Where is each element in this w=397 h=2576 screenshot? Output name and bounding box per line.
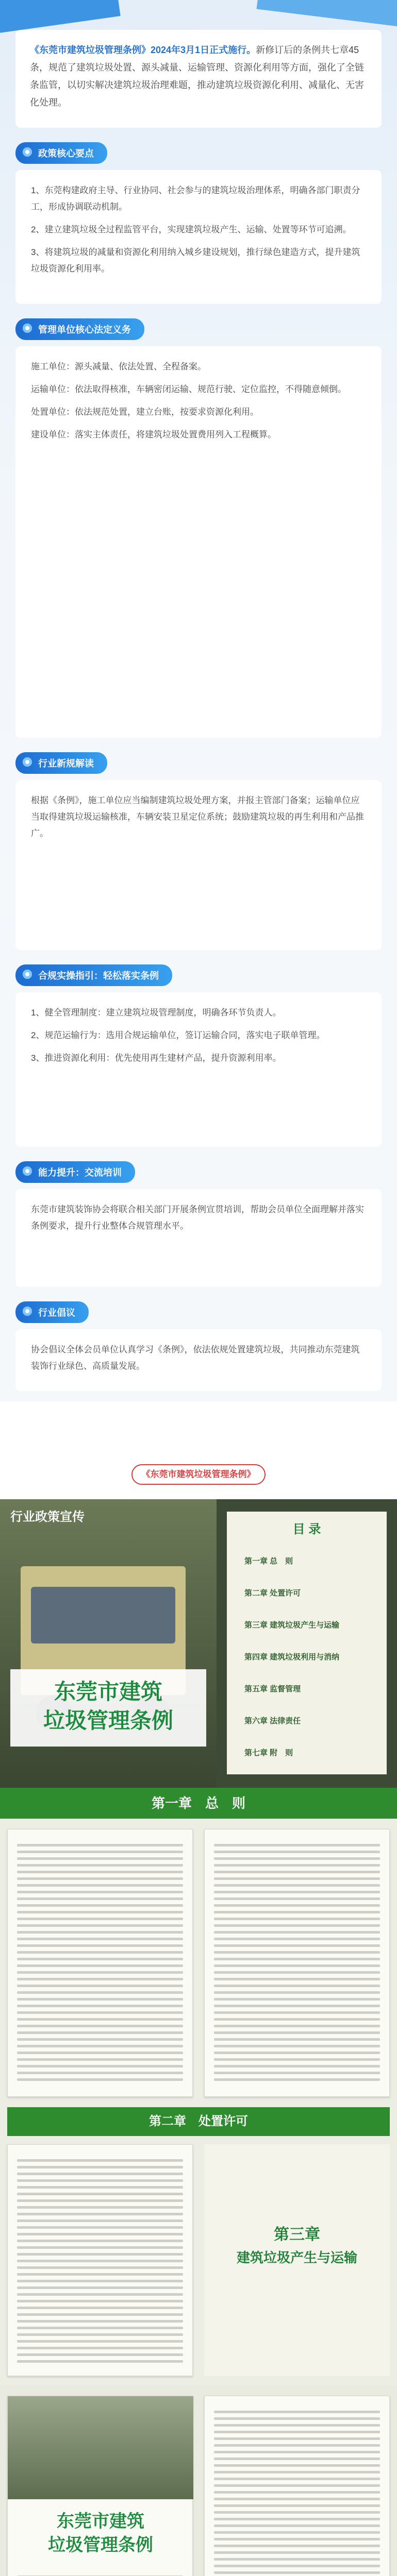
section-pill: 行业倡议 (15, 1301, 89, 1323)
section-3-header (15, 752, 382, 774)
book-page (7, 2144, 193, 2376)
intro-title: 《东莞市建筑垃圾管理条例》 (30, 45, 151, 55)
text-lines (17, 2155, 183, 2367)
toc-list (244, 1546, 339, 1769)
cover-title-2: 垃圾管理条例 (43, 1708, 173, 1733)
toc-title: 目 录 (292, 1522, 321, 1536)
text-lines (214, 2406, 380, 2576)
text-lines (17, 2571, 183, 2576)
section-4-card (15, 992, 382, 1147)
intro-date: 2024年3月1日正式施行。 (151, 45, 256, 55)
section-pill: 政策核心要点 (15, 142, 107, 164)
section-pill: 能力提升：交流培训 (15, 1161, 135, 1183)
book-page (204, 2396, 390, 2576)
intro-card (15, 30, 382, 128)
para: 2、建立建筑垃圾全过程监管平台，实现建筑垃圾产生、运输、处置等环节可追溯。 (31, 225, 352, 234)
para: 协会倡议全体会员单位认真学习《条例》，依法依规处置建筑垃圾，共同推动东莞建筑装饰行业绿色、高质量发展。 (31, 1345, 360, 1371)
para: 处置单位：依法规范处置，建立台账，按要求资源化利用。 (31, 407, 259, 417)
para: 1、东莞构建政府主导、行业协同、社会参与的建筑垃圾治理体系，明确各部门职责分工，形成协调联动机制。 (31, 185, 360, 212)
section-pill: 合规实操指引：轻松落实条例 (15, 964, 172, 986)
para: 3、推进资源化利用：优先使用再生建材产品，提升资源利用率。 (31, 1053, 282, 1063)
chapter-3-label: 第三章 (274, 2226, 320, 2243)
regulation-pages-1 (0, 1819, 397, 2385)
intro-text: 新修订后的条例共七章45条，规范了建筑垃圾处置、源头减量、运输管理、资源化利用等方面，强化了全链条监管，以切实解决建筑垃圾治理难题，推动建筑垃圾资源化利用、减量化、无害化处理。 (30, 45, 364, 108)
para: 建设单位：落实主体责任，将建筑垃圾处置费用列入工程概算。 (31, 430, 276, 439)
para: 施工单位：源头减量、依法处置、全程备案。 (31, 362, 206, 371)
toc-page (227, 1512, 387, 1774)
cover-title-box (10, 1669, 206, 1747)
section-1-card (15, 170, 382, 304)
para: 东莞市建筑装饰协会将联合相关部门开展条例宣贯培训，帮助会员单位全面理解并落实条例要求，提升行业整体合规管理水平。 (31, 1205, 364, 1231)
toc-item: 第三章 建筑垃圾产生与运输 (244, 1621, 340, 1630)
toc-item: 第四章 建筑垃圾利用与消纳 (244, 1653, 340, 1662)
section-5-header (15, 1161, 382, 1183)
para: 3、将建筑垃圾的减量和资源化利用纳入城乡建设规划，推行绿色建造方式，提升建筑垃圾资源化利用率。 (31, 247, 360, 274)
section-5-card (15, 1189, 382, 1287)
regulation-pages-2 (0, 2385, 397, 2576)
toc-item: 第七章 附 则 (244, 1749, 293, 1757)
chapter-3-title: 建筑垃圾产生与运输 (236, 2250, 357, 2265)
section-pill: 行业新规解读 (15, 752, 107, 774)
section-2-card (15, 346, 382, 738)
promo-header: 行业政策宣传 (10, 1510, 85, 1524)
toc-item: 第六章 法律责任 (244, 1717, 301, 1725)
section-4-header (15, 964, 382, 986)
truck-window (31, 1587, 175, 1643)
section-pill: 管理单位核心法定义务 (15, 318, 144, 340)
section-2-header (15, 318, 382, 340)
page-title-1: 东莞市建筑 (57, 2512, 144, 2531)
book-page (7, 1829, 193, 2097)
promo-cover-image (0, 1499, 397, 1788)
section-6-header (15, 1301, 382, 1323)
page-title-2: 垃圾管理条例 (48, 2535, 153, 2555)
section-1-header (15, 142, 382, 164)
section-6-card (15, 1329, 382, 1391)
para: 根据《条例》，施工单位应当编制建筑垃圾处理方案，并报主管部门备案；运输单位应当取得建筑垃圾运输核准，车辆安装卫星定位系统；鼓励建筑垃圾的再生利用和产品推广。 (31, 795, 364, 838)
chapter-2-bar: 第二章 处置许可 (7, 2107, 390, 2136)
section-3-card (15, 780, 382, 950)
regulation-tag: 《东莞市建筑垃圾管理条例》 (131, 1464, 266, 1485)
cover-title-1: 东莞市建筑 (54, 1680, 162, 1704)
text-lines (17, 1840, 183, 2085)
book-page (204, 1829, 390, 2097)
chapter-1-bar: 第一章 总 则 (0, 1788, 397, 1819)
para: 2、规范运输行为：选用合规运输单位，签订运输合同，落实电子联单管理。 (31, 1030, 325, 1040)
toc-item: 第一章 总 则 (244, 1557, 293, 1566)
toc-item: 第二章 处置许可 (244, 1589, 301, 1598)
chapter-3-page (204, 2144, 390, 2376)
para: 1、健全管理制度：建立建筑垃圾管理制度，明确各环节负责人。 (31, 1008, 282, 1018)
toc-item: 第五章 监督管理 (244, 1685, 301, 1693)
para: 运输单位：依法取得核准，车辆密闭运输、规范行驶、定位监控，不得随意倾倒。 (31, 384, 346, 394)
text-lines (214, 1840, 380, 2085)
book-page (7, 2396, 193, 2576)
illustration-photo (8, 2396, 193, 2499)
